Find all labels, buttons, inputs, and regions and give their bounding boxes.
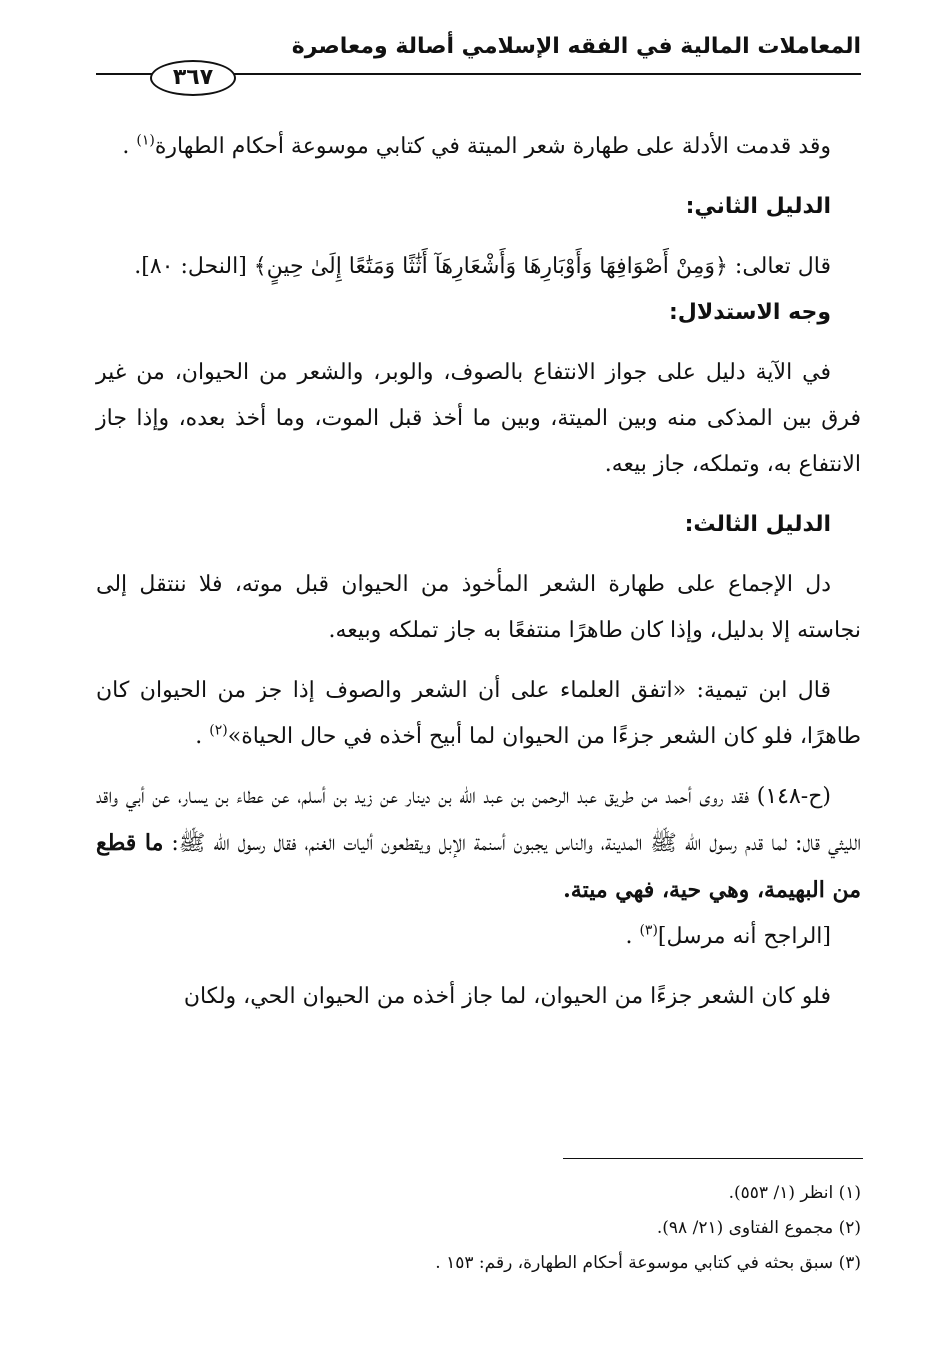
paragraph-intro xyxy=(96,124,861,170)
paragraph-quran-verse: قال تعالى: ﴿وَمِنْ أَصْوَافِهَا وَأَوْبَارِهَا وَأَشْعَارِهَآ أَثَٰثًا وَمَتَٰعًا إِلَىٰ حِينٍ﴾ [النحل: ٨٠]. xyxy=(134,254,831,279)
page-body xyxy=(96,124,861,1020)
period: . xyxy=(122,134,130,159)
paragraph-ibn-taymiyyah xyxy=(96,668,861,760)
paragraph-hadith xyxy=(96,774,861,914)
footnote-ref-2: (٢) xyxy=(209,722,228,739)
heading-second-evidence: الدليل الثاني: xyxy=(685,194,831,219)
footnote-3: (٣) سبق بحثه في كتابي موسوعة أحكام الطهارة، رقم: ١٥٣ . xyxy=(435,1253,861,1273)
period: . xyxy=(195,724,203,749)
paragraph-hadith-text: (ح-١٤٨) فقد روى أحمد من طريق عبد الرحمن بن عبد الله بن دينار عن زيد بن أسلم، عن عطاء بن يسار، عن أبي واقد الليثي قال: لما قدم رسول الله ﷺ المدينة، والناس يجبون أسنمة الإبل ويقطعون أليات الغنم، فقال رسول الله ﷺ: xyxy=(96,784,862,856)
paragraph-ibn-taymiyyah-text: قال ابن تيمية: «اتفق العلماء على أن الشعر والصوف إذا جز من الحيوان كان طاهرًا، فلو كان الشعر جزءًا من الحيوان لما أبيح أخذه في حال الحياة» xyxy=(96,678,861,749)
heading-third-evidence: الدليل الثالث: xyxy=(684,512,831,537)
paragraph-reasoning: في الآية دليل على جواز الانتفاع بالصوف، والوبر، والشعر من الحيوان، من غير فرق بين المذكى منه وبين الميتة، وبين ما أخذ قبل الموت، وما أخذ بعده، وإذا جاز الانتفاع به، وتملكه، جاز بيعه. xyxy=(96,360,861,477)
footnote-2: (٢) مجموع الفتاوى (٢١/ ٩٨). xyxy=(656,1218,861,1238)
running-header-title: المعاملات المالية في الفقه الإسلامي أصالة ومعاصرة xyxy=(291,34,861,59)
footnote-1: (١) انظر (١/ ٥٥٣). xyxy=(728,1183,861,1203)
paragraph-intro-text: وقد قدمت الأدلة على طهارة شعر الميتة في كتابي موسوعة أحكام الطهارة xyxy=(154,134,831,159)
paragraph-consensus: دل الإجماع على طهارة الشعر المأخوذ من الحيوان قبل موته، فلا ننتقل إلى نجاسته إلا بدليل، وإذا كان طاهرًا منتفعًا به جاز تملكه وبيعه. xyxy=(96,572,861,643)
page-number-badge: ٣٦٧ xyxy=(150,60,236,96)
footnote-ref-3: (٣) xyxy=(639,922,658,939)
hadith-quote: ما قطع من البهيمة، وهي حية، فهي ميتة. xyxy=(96,830,861,903)
grading-text: [الراجح أنه مرسل] xyxy=(657,924,831,949)
footnote-ref-1: (١) xyxy=(136,132,155,149)
period: . xyxy=(625,924,633,949)
paragraph-conclusion: فلو كان الشعر جزءًا من الحيوان، لما جاز أخذه من الحيوان الحي، ولكان xyxy=(183,984,831,1009)
footnotes xyxy=(96,1176,861,1281)
heading-reasoning: وجه الاستدلال: xyxy=(668,300,831,325)
paragraph-grading xyxy=(96,914,861,960)
footnote-separator xyxy=(563,1158,863,1159)
